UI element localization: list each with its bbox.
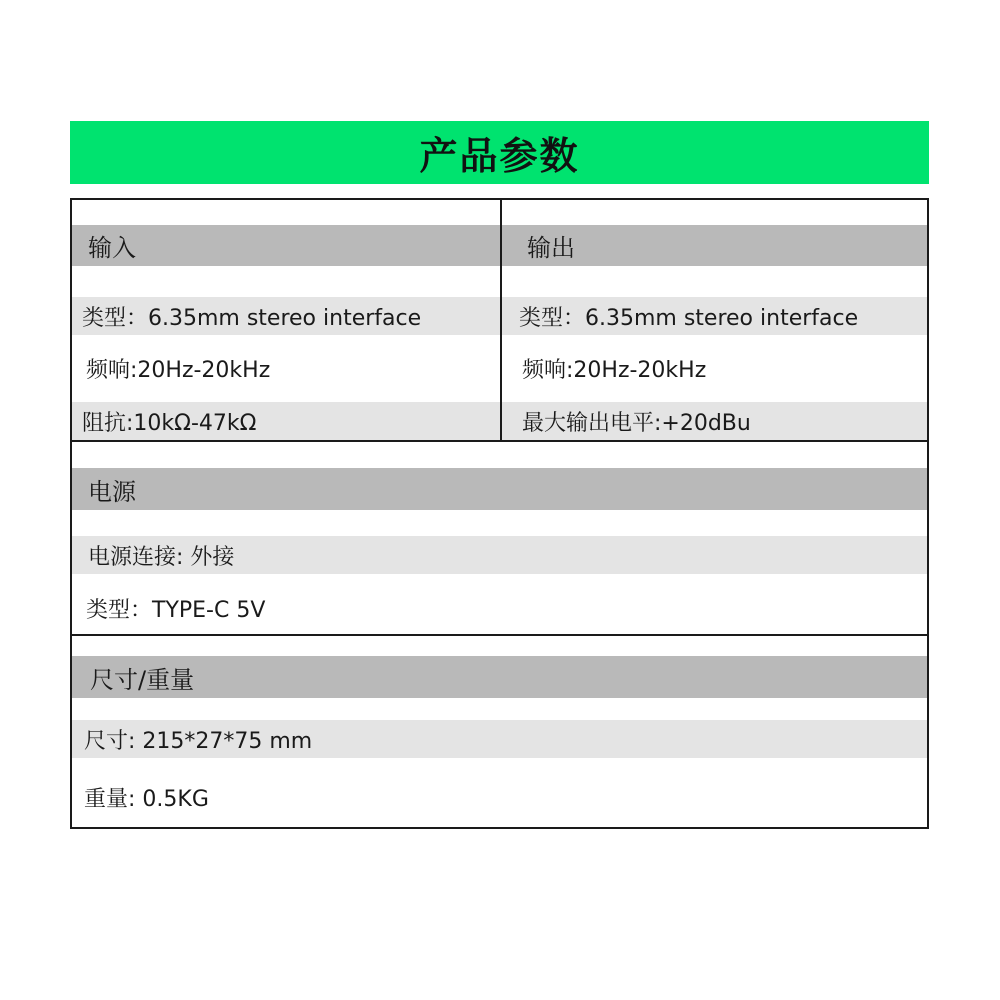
size-weight-section (70, 634, 929, 829)
output-type: 类型：6.35mm stereo interface (502, 297, 927, 335)
size-weight-heading: 尺寸/重量 (72, 656, 927, 698)
input-type: 类型：6.35mm stereo interface (72, 297, 500, 335)
io-section (70, 198, 929, 442)
size-dimensions: 尺寸: 215*27*75 mm (72, 720, 927, 758)
weight: 重量: 0.5KG (72, 777, 927, 817)
input-heading: 输入 (72, 225, 500, 266)
output-frequency: 频响:20Hz-20kHz (502, 348, 927, 388)
power-section (70, 440, 929, 636)
page-title: 产品参数 (70, 121, 929, 184)
output-max-level: 最大输出电平:+20dBu (502, 402, 927, 440)
power-heading: 电源 (72, 468, 927, 510)
power-connection: 电源连接: 外接 (72, 536, 927, 574)
output-heading: 输出 (502, 225, 927, 266)
power-type: 类型：TYPE-C 5V (72, 588, 927, 628)
input-frequency: 频响:20Hz-20kHz (72, 348, 500, 388)
input-impedance: 阻抗:10kΩ-47kΩ (72, 402, 500, 440)
